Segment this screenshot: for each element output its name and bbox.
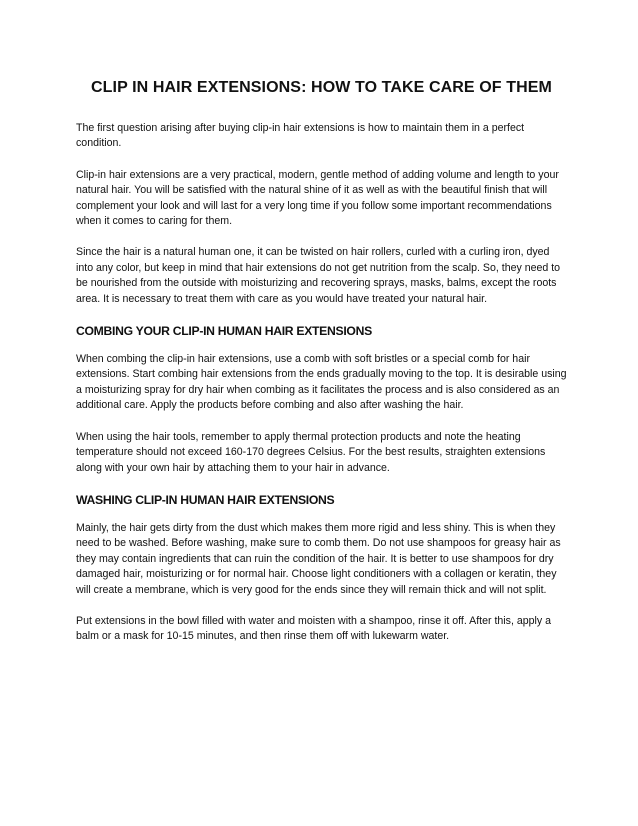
section-heading-combing: COMBING YOUR CLIP-IN HUMAN HAIR EXTENSIONS <box>76 324 372 339</box>
intro-paragraph-3: Since the hair is a natural human one, it can be twisted on hair rollers, curled with a curling iron, dyed into any color, but keep in mind that hair extensions do not get nutrition from the scalp. So, they need to be nourished from the outside with moisturizing and recovering sprays, masks, balms, except the roots area. It is necessary to treat them with care as you would have treated your natural hair. <box>76 246 561 305</box>
section-heading-washing: WASHING CLIP-IN HUMAN HAIR EXTENSIONS <box>76 492 335 507</box>
washing-paragraph-1: Mainly, the hair gets dirty from the dust which makes them more rigid and less shiny. This is when they need to be washed. Before washing, make sure to comb them. Do not use shampoos for greasy hair as they may contain ingredients that can ruin the condition of the hair. It is better to use shampoos for dry damaged hair, moisturizing or for normal hair. Choose light conditioners with a collagen or keratin, they will create a membrane, which is very good for the ends since they will remain thick and will not split. <box>76 521 561 596</box>
washing-paragraph-2: Put extensions in the bowl filled with water and moisten with a shampoo, rinse it off. After this, apply a balm or a mask for 10-15 minutes, and then rinse them off with lukewarm water. <box>76 614 552 643</box>
combing-paragraph-1: When combing the clip-in hair extensions, use a comb with soft bristles or a special comb for hair extensions. Start combing hair extensions from the ends gradually moving to the top. It is desirable using a moisturizing spray for dry hair when combing as it facilitates the process and is also considered as an additional care. Apply the products before combing and also after washing the hair. <box>76 353 567 412</box>
document-title: CLIP IN HAIR EXTENSIONS: HOW TO TAKE CARE OF THEM <box>91 79 552 96</box>
combing-paragraph-2: When using the hair tools, remember to apply thermal protection products and note the heating temperature should not exceed 160-170 degrees Celsius. For the best results, straighten extensions along with your own hair by attaching them to your hair in advance. <box>76 430 546 474</box>
intro-paragraph-1: The first question arising after buying clip-in hair extensions is how to maintain them in a perfect condition. <box>76 122 525 150</box>
intro-paragraph-2: Clip-in hair extensions are a very practical, modern, gentle method of adding volume and length to your natural hair. You will be satisfied with the natural shine of it as well as with the beautiful finish that will complement your look and will last for a very long time if you follow some important recommendations when it comes to caring for them. <box>76 168 559 228</box>
